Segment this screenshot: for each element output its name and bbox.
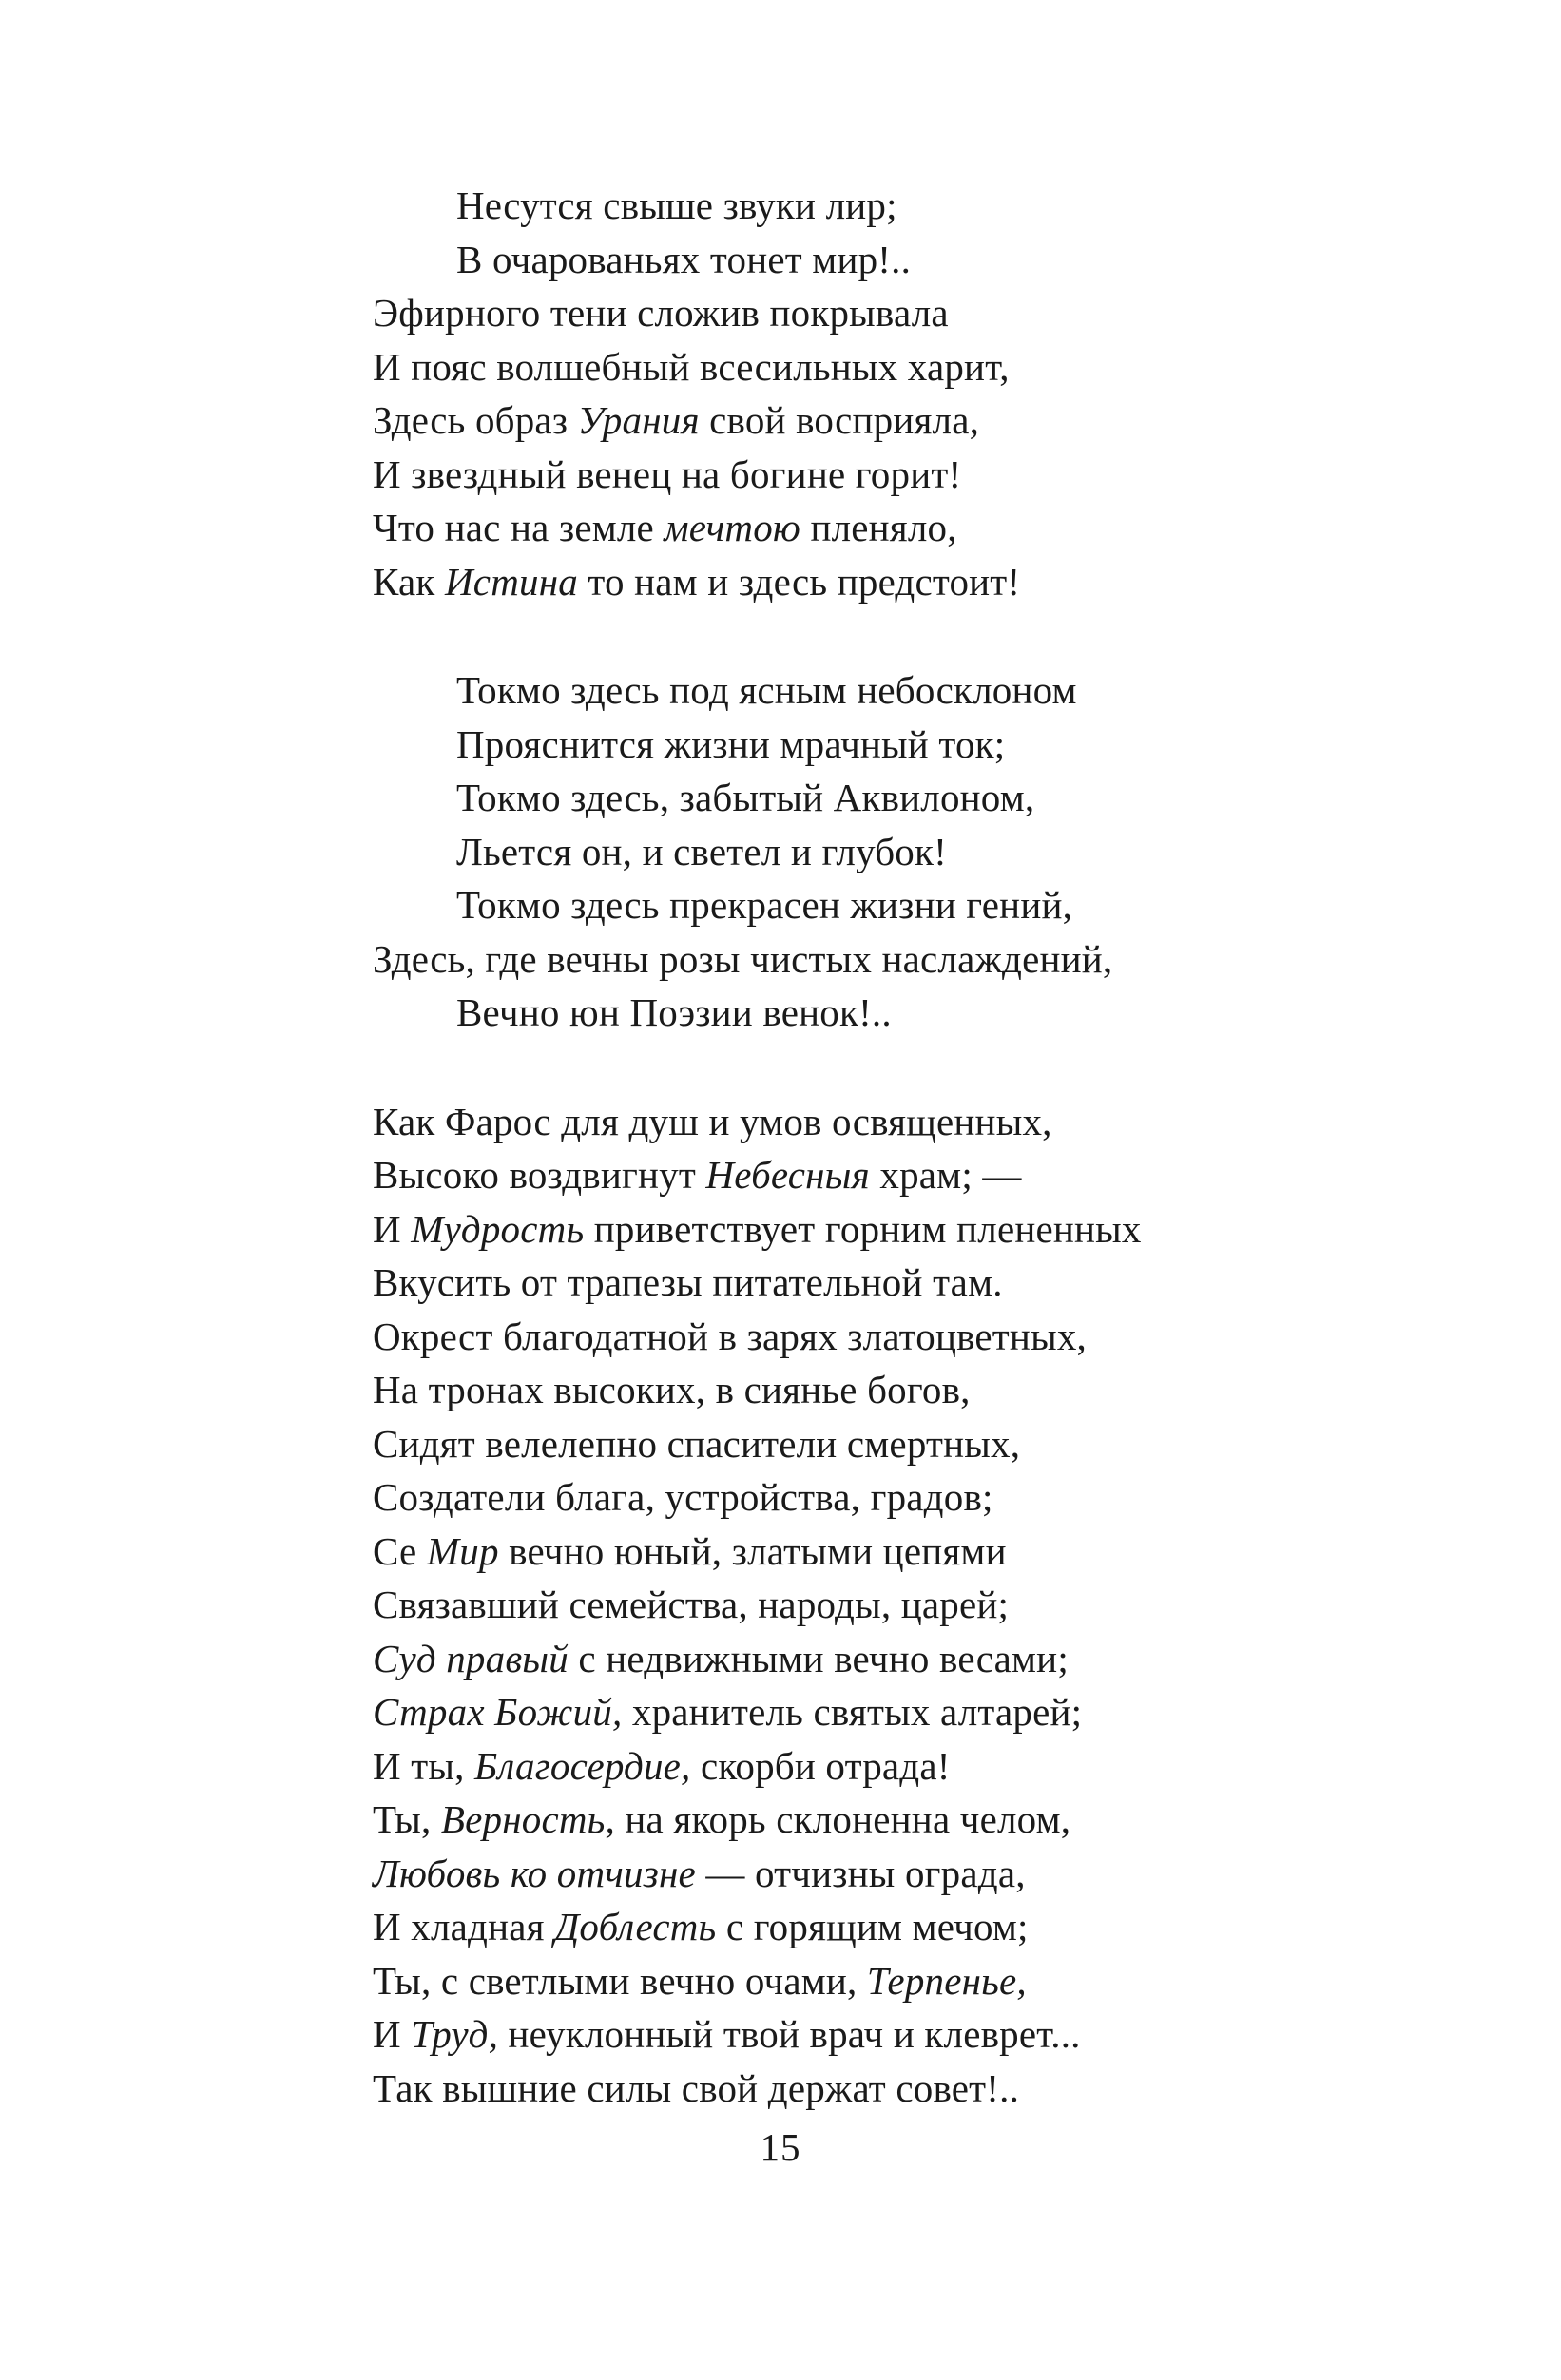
page-number: 15 (760, 2125, 801, 2169)
italic-word: Мудрость (411, 1206, 585, 1251)
verse-line (373, 1793, 1466, 1847)
verse-text: И (373, 2012, 412, 2056)
verse-line (373, 286, 1466, 340)
verse-text: Токмо здесь прекрасен жизни гений, (456, 883, 1073, 927)
stanza (373, 179, 1466, 608)
italic-word: Суд правый (373, 1636, 569, 1680)
verse-line (373, 718, 1466, 772)
verse-text: И ты, (373, 1743, 475, 1788)
verse-text: Так вышние силы свой держат совет!.. (373, 2065, 1020, 2110)
verse-text: Здесь образ (373, 398, 578, 442)
verse-text: с недвижными вечно весами; (568, 1636, 1069, 1680)
poem-text (373, 179, 1466, 2115)
verse-text: Токмо здесь, забытый Аквилоном, (456, 776, 1035, 819)
verse-line (373, 1525, 1466, 1579)
verse-line (373, 2007, 1466, 2062)
italic-word: Страх Божий, (373, 1690, 623, 1734)
verse-line (373, 1739, 1466, 1794)
verse-text: Ты, с светлыми вечно очами, (373, 1958, 867, 2003)
verse-line (373, 1095, 1466, 1149)
verse-text: с горящим мечом; (716, 1905, 1029, 1948)
verse-text: неуклонный твой врач и клеврет... (498, 2012, 1081, 2056)
verse-text: Токмо здесь под ясным небосклоном (456, 668, 1077, 712)
verse-text: Высоко воздвигнут (373, 1153, 706, 1197)
verse-line (373, 771, 1466, 825)
verse-line (373, 932, 1466, 987)
verse-line (373, 986, 1466, 1040)
verse-line (373, 179, 1466, 233)
italic-word: мечтою (664, 506, 801, 549)
verse-text: скорби отрада! (690, 1743, 951, 1788)
verse-text: Создатели блага, устройства, градов; (373, 1475, 993, 1519)
verse-line (373, 1900, 1466, 1954)
verse-line (373, 1685, 1466, 1739)
verse-text: Вкусить от трапезы питательной там. (373, 1260, 1003, 1304)
italic-word: Доблесть (554, 1905, 717, 1948)
verse-line (373, 1632, 1466, 1686)
verse-line (373, 1578, 1466, 1632)
verse-line (373, 393, 1466, 448)
verse-line (373, 340, 1466, 394)
italic-word: Терпенье, (866, 1958, 1027, 2003)
italic-word: Истина (444, 559, 578, 604)
verse-text: Здесь, где вечны розы чистых наслаждений, (373, 936, 1113, 981)
italic-word: Благосердие, (474, 1743, 691, 1788)
verse-line (373, 663, 1466, 718)
verse-text: Сидят велелепно спасители смертных, (373, 1421, 1021, 1466)
verse-text: на якорь склоненна челом, (614, 1797, 1071, 1841)
verse-line (373, 555, 1466, 609)
verse-text: свой восприяла, (699, 398, 980, 442)
verse-line (373, 1363, 1466, 1417)
verse-text: пленяло, (800, 506, 957, 549)
verse-text: И пояс волшебный всесильных харит, (373, 344, 1010, 389)
verse-text: Окрест благодатной в зарях златоцветных, (373, 1314, 1087, 1358)
verse-text: И хладная (373, 1905, 555, 1948)
verse-text: И (373, 1206, 412, 1251)
verse-line (373, 1148, 1466, 1202)
verse-line (373, 1202, 1466, 1257)
verse-text: Прояснится жизни мрачный ток; (456, 721, 1006, 766)
verse-line (373, 1954, 1466, 2008)
verse-text: вечно юный, златыми цепями (498, 1528, 1007, 1573)
italic-word: Мир (426, 1528, 499, 1573)
verse-text: — отчизны ограда, (695, 1851, 1026, 1895)
verse-text: Несутся свыше звуки лир; (456, 183, 897, 227)
verse-text: Связавший семейства, народы, царей; (373, 1583, 1010, 1626)
verse-line (373, 2062, 1466, 2116)
verse-text: И звездный венец на богине горит! (373, 451, 962, 496)
verse-text: приветствует горним плененных (584, 1206, 1142, 1251)
stanza (373, 1095, 1466, 2116)
verse-line (373, 825, 1466, 879)
verse-text: храм; — (869, 1153, 1022, 1197)
verse-line (373, 233, 1466, 287)
verse-line (373, 1310, 1466, 1364)
italic-word: Урания (577, 398, 700, 442)
verse-text: хранитель святых алтарей; (622, 1690, 1083, 1734)
verse-text: Льется он, и светел и глубок! (456, 829, 947, 873)
verse-line (373, 501, 1466, 555)
verse-text: Что нас на земле (373, 506, 665, 549)
verse-text: Ты, (373, 1797, 441, 1841)
stanza (373, 663, 1466, 1040)
italic-word: Любовь ко отчизне (373, 1851, 696, 1895)
verse-text: Эфирного тени сложив покрывала (373, 291, 949, 335)
verse-text: Се (373, 1528, 427, 1573)
verse-line (373, 1256, 1466, 1310)
verse-line (373, 448, 1466, 502)
verse-line (373, 1470, 1466, 1525)
verse-text: то нам и здесь предстоит! (577, 559, 1021, 604)
verse-text: Вечно юн Поэзии венок!.. (456, 990, 892, 1034)
verse-line (373, 1417, 1466, 1471)
verse-text: Как (373, 559, 445, 604)
verse-text: Как Фарос для душ и умов освященных, (373, 1099, 1052, 1143)
verse-line (373, 1847, 1466, 1901)
italic-word: Труд, (411, 2012, 499, 2056)
italic-word: Небесныя (705, 1153, 870, 1197)
verse-text: В очарованьях тонет мир!.. (456, 237, 912, 281)
verse-text: На тронах высоких, в сиянье богов, (373, 1368, 971, 1411)
verse-line (373, 878, 1466, 932)
italic-word: Верность, (440, 1797, 615, 1841)
